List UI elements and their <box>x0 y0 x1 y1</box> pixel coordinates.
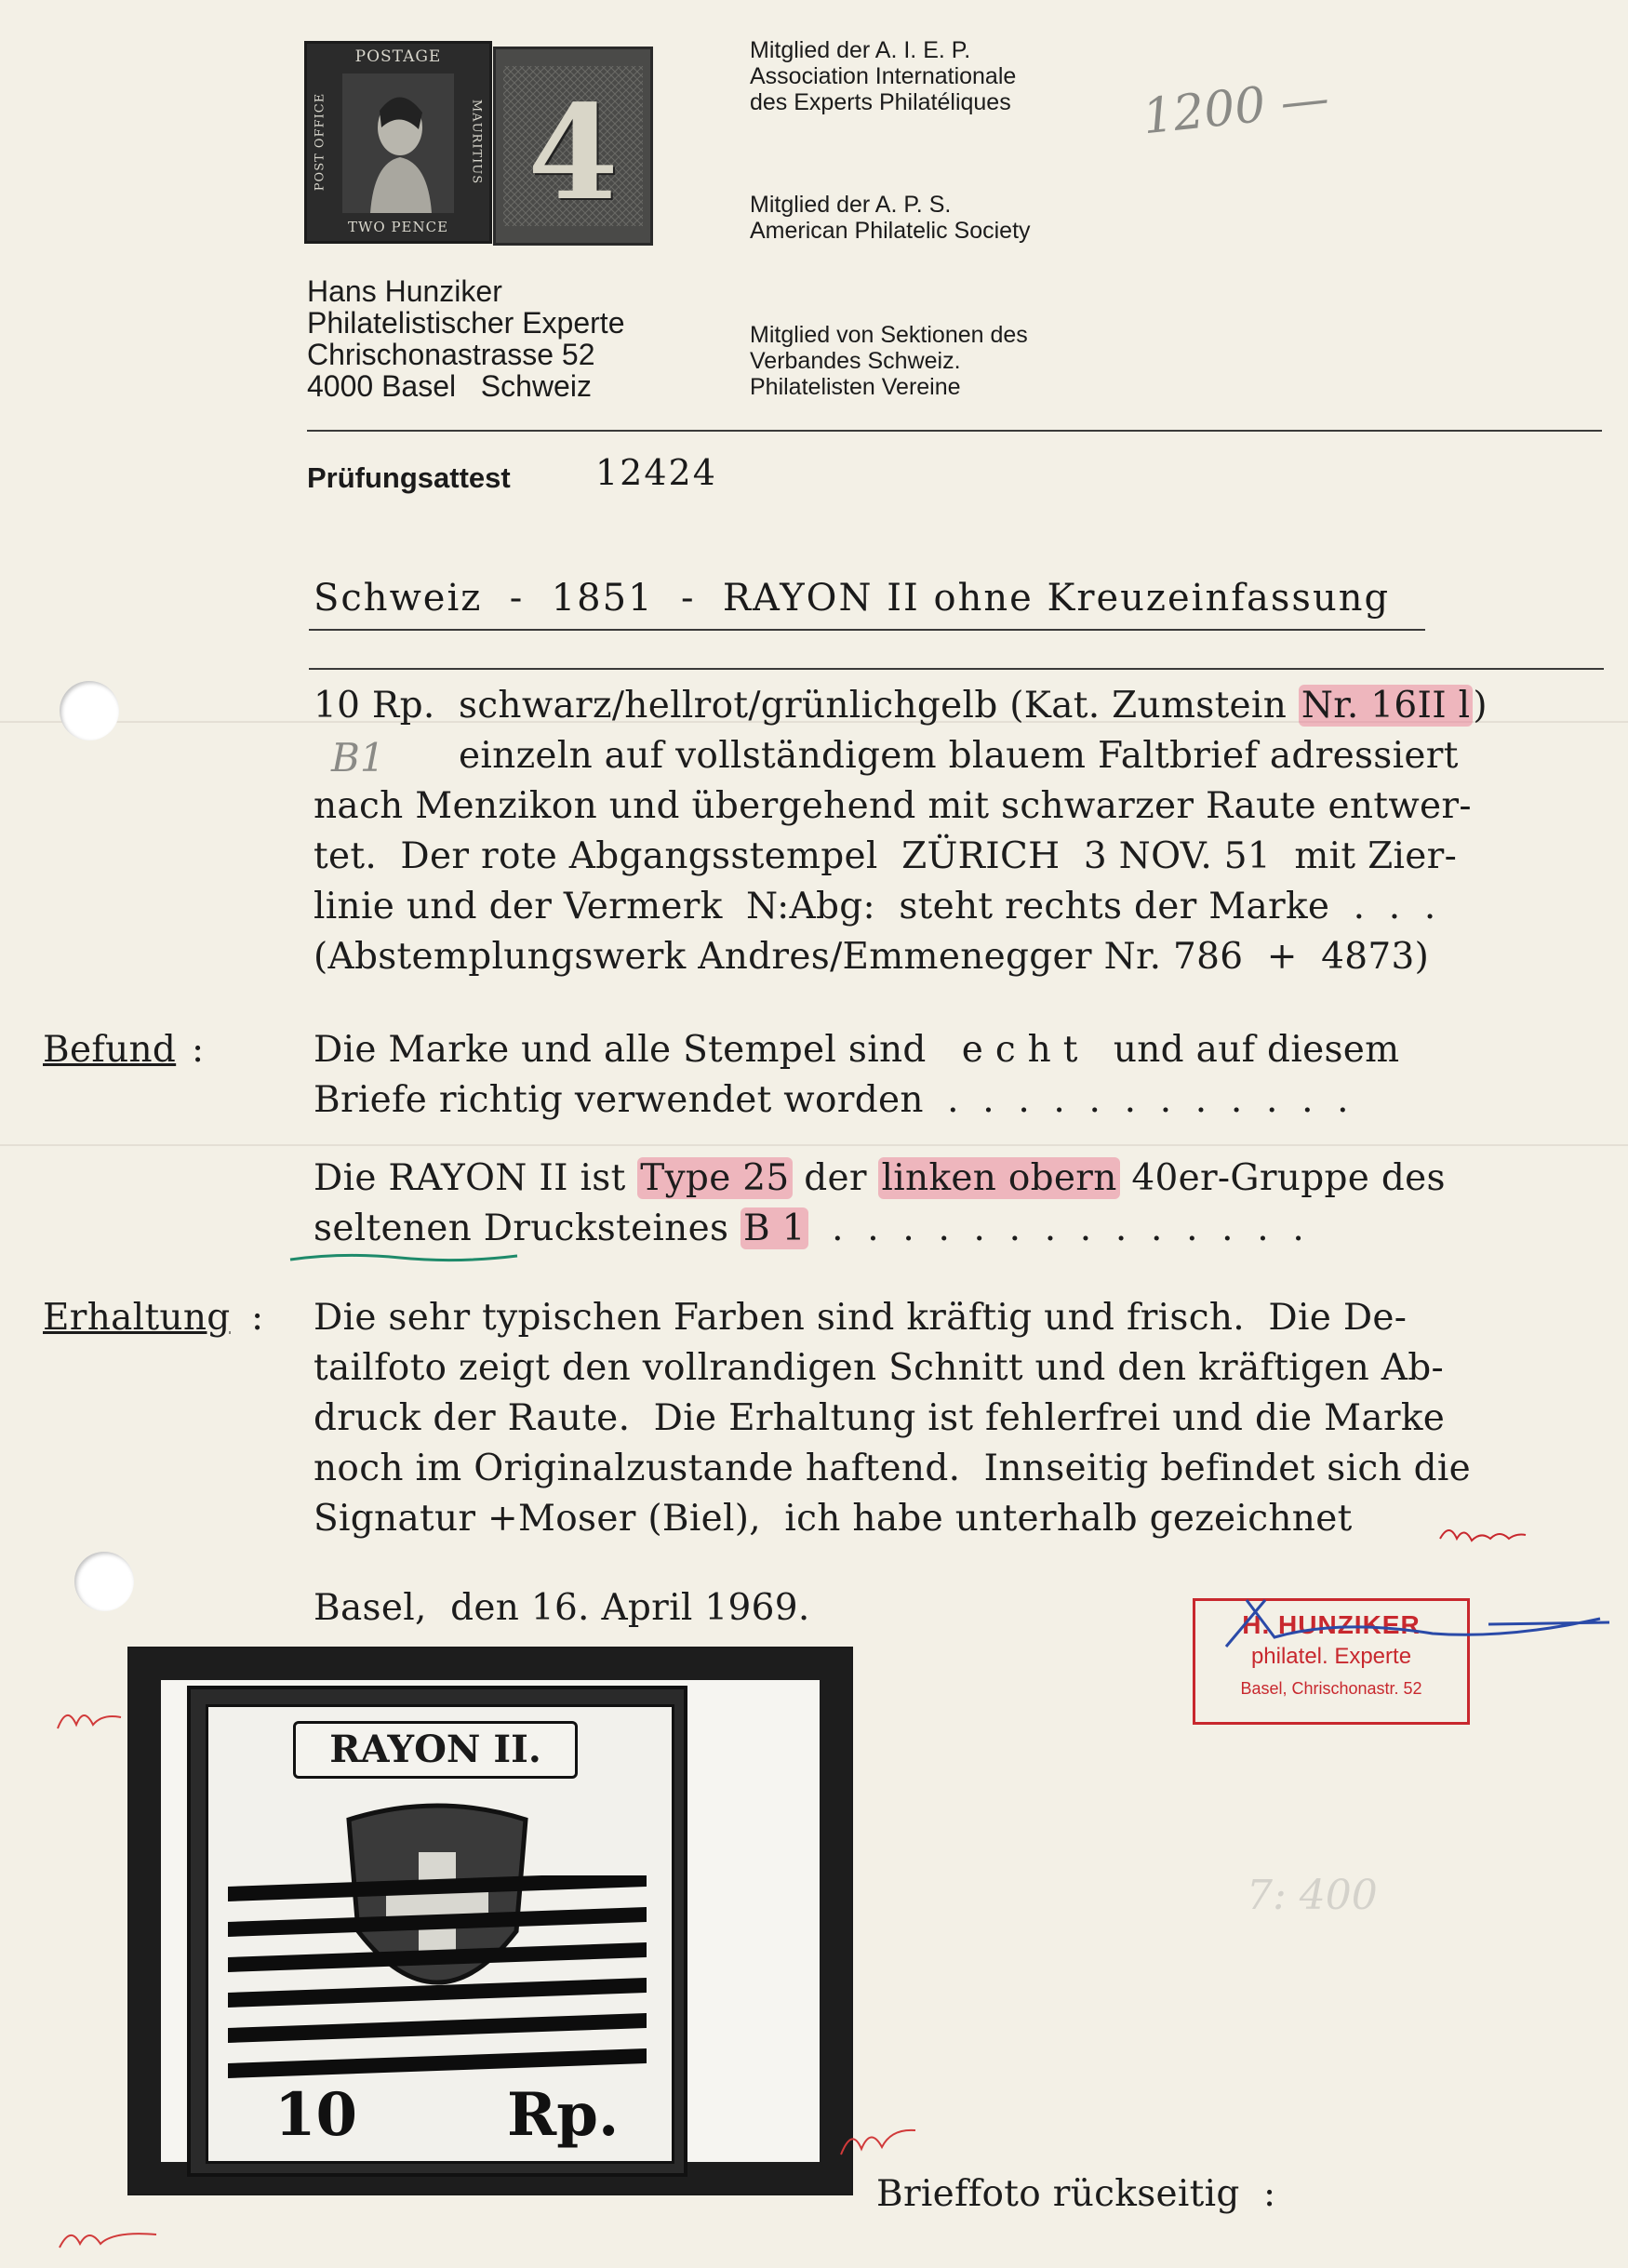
date-line: Basel, den 16. April 1969. <box>314 1587 810 1629</box>
description-line <box>314 685 1488 727</box>
certificate-number: 12424 <box>595 452 717 493</box>
expert-name: Hans Hunziker <box>307 274 502 308</box>
description-line: (Abstemplungswerk Andres/Emmenegger Nr. 786 + 4873) <box>314 936 1430 978</box>
margin-note: B1 <box>331 735 385 780</box>
stone-highlight: B 1 <box>741 1207 808 1249</box>
erhaltung-line: noch im Originalzustande haftend. Innseitig befindet sich die <box>314 1448 1472 1489</box>
stamp-photo <box>127 1647 853 2195</box>
membership-line: Philatelisten Vereine <box>750 374 961 400</box>
type-text: der <box>792 1157 879 1199</box>
punch-hole <box>60 681 119 740</box>
red-margin-signature <box>56 2214 167 2261</box>
type-text: . . . . . . . . . . . . . . <box>807 1207 1305 1249</box>
title-underline <box>309 629 1425 631</box>
catalog-number-highlight: Nr. 16II l <box>1299 685 1474 727</box>
type-text: Drucksteines <box>472 1207 741 1249</box>
description-line: einzeln auf vollständigem blauem Faltbrief adressiert <box>459 735 1459 777</box>
fold-line <box>0 1144 1628 1146</box>
stamp-bottom-text: TWO PENCE <box>347 219 449 235</box>
value-left: 10 <box>274 2080 358 2150</box>
stamp-numeral: 4 <box>527 77 619 230</box>
expert-city: 4000 Basel Schweiz <box>307 369 592 403</box>
green-underline <box>288 1250 521 1265</box>
expert-street: Chrischonastrasse 52 <box>307 338 595 371</box>
befund-line: Die Marke und alle Stempel sind e c h t und auf diesem <box>314 1029 1400 1071</box>
mauritius-stamp <box>304 41 492 244</box>
erhaltung-line: druck der Raute. Die Erhaltung ist fehlerfrei und die Marke <box>314 1397 1446 1439</box>
seal-line: philatel. Experte <box>1250 1644 1412 1669</box>
queen-portrait-icon <box>342 73 454 213</box>
red-margin-signature <box>52 1691 127 1747</box>
pencil-note: 1200 — <box>1140 70 1332 146</box>
stamp-banner: RAYON II. <box>293 1721 578 1779</box>
membership-block <box>750 37 1141 115</box>
punch-hole <box>74 1552 134 1611</box>
membership-line: Mitglied der A. I. E. P. <box>750 37 971 63</box>
rayon-stamp <box>187 1686 687 2177</box>
stamp-left-text: POST OFFICE <box>313 92 327 192</box>
description-line: linie und der Vermerk N:Abg: steht rechts der Marke . . . <box>314 886 1436 927</box>
description-text: ) <box>1473 685 1488 727</box>
befund-label: Befund <box>43 1029 177 1071</box>
description-line: nach Menzikon und übergehend mit schwarzer Raute entwer- <box>314 785 1472 827</box>
description-line: tet. Der rote Abgangsstempel ZÜRICH 3 NOV. 51 mit Zier- <box>314 835 1458 877</box>
title-divider <box>309 668 1604 670</box>
membership-line: Verbandes Schweiz. <box>750 348 961 374</box>
certificate-title: Schweiz - 1851 - RAYON II ohne Kreuzeinfassung <box>314 577 1391 620</box>
erhaltung-label: Erhaltung <box>43 1297 231 1339</box>
membership-line: Mitglied der A. P. S. <box>750 192 952 218</box>
rare-word: seltenen <box>314 1207 473 1249</box>
expert-address <box>307 275 624 402</box>
value-right: Rp. <box>507 2080 620 2150</box>
red-margin-signature <box>837 2108 921 2173</box>
type-highlight: Type 25 <box>637 1157 792 1199</box>
numeral-stamp <box>493 47 653 246</box>
erhaltung-colon: : <box>251 1297 264 1339</box>
faint-pencil-mark: 7: 400 <box>1247 1872 1378 1919</box>
type-text: Die RAYON II ist <box>314 1157 638 1199</box>
expert-title: Philatelistischer Experte <box>307 306 625 340</box>
membership-line: des Experts Philatéliques <box>750 89 1011 115</box>
type-text: 40er-Gruppe des <box>1119 1157 1446 1199</box>
small-signature <box>1436 1514 1529 1552</box>
description-text: 10 Rp. schwarz/hellrot/grünlichgelb (Kat. Zumstein <box>314 685 1299 727</box>
befund-line: Briefe richtig verwendet worden . . . . . . . . . . . . <box>314 1079 1349 1121</box>
erhaltung-line: tailfoto zeigt den vollrandigen Schnitt und den kräftigen Ab- <box>314 1347 1444 1389</box>
type-line <box>314 1157 1446 1199</box>
stamp-top-text: POSTAGE <box>354 47 442 66</box>
grid-cancellation <box>228 1875 647 2089</box>
certificate-label: Prüfungsattest <box>307 461 511 494</box>
stamp-right-text: MAURITIUS <box>469 99 484 185</box>
erhaltung-line: Die sehr typischen Farben sind kräftig und frisch. Die De- <box>314 1297 1408 1339</box>
membership-block <box>750 192 1141 244</box>
membership-line: Association Internationale <box>750 63 1017 89</box>
membership-line: Mitglied von Sektionen des <box>750 322 1028 348</box>
footer-note: Brieffoto rückseitig : <box>876 2173 1276 2215</box>
membership-block <box>750 322 1141 400</box>
position-highlight: linken obern <box>878 1157 1119 1199</box>
seal-line: Basel, Chrischonastr. 52 <box>1240 1679 1422 1698</box>
erhaltung-line: Signatur +Moser (Biel), ich habe unterhalb gezeichnet <box>314 1498 1353 1540</box>
type-line <box>314 1207 1304 1249</box>
seal-line: H. HUNZIKER <box>1242 1610 1421 1639</box>
membership-line: American Philatelic Society <box>750 218 1031 244</box>
blue-signature <box>1209 1581 1619 1693</box>
befund-colon: : <box>192 1029 205 1071</box>
header-divider <box>307 430 1602 432</box>
